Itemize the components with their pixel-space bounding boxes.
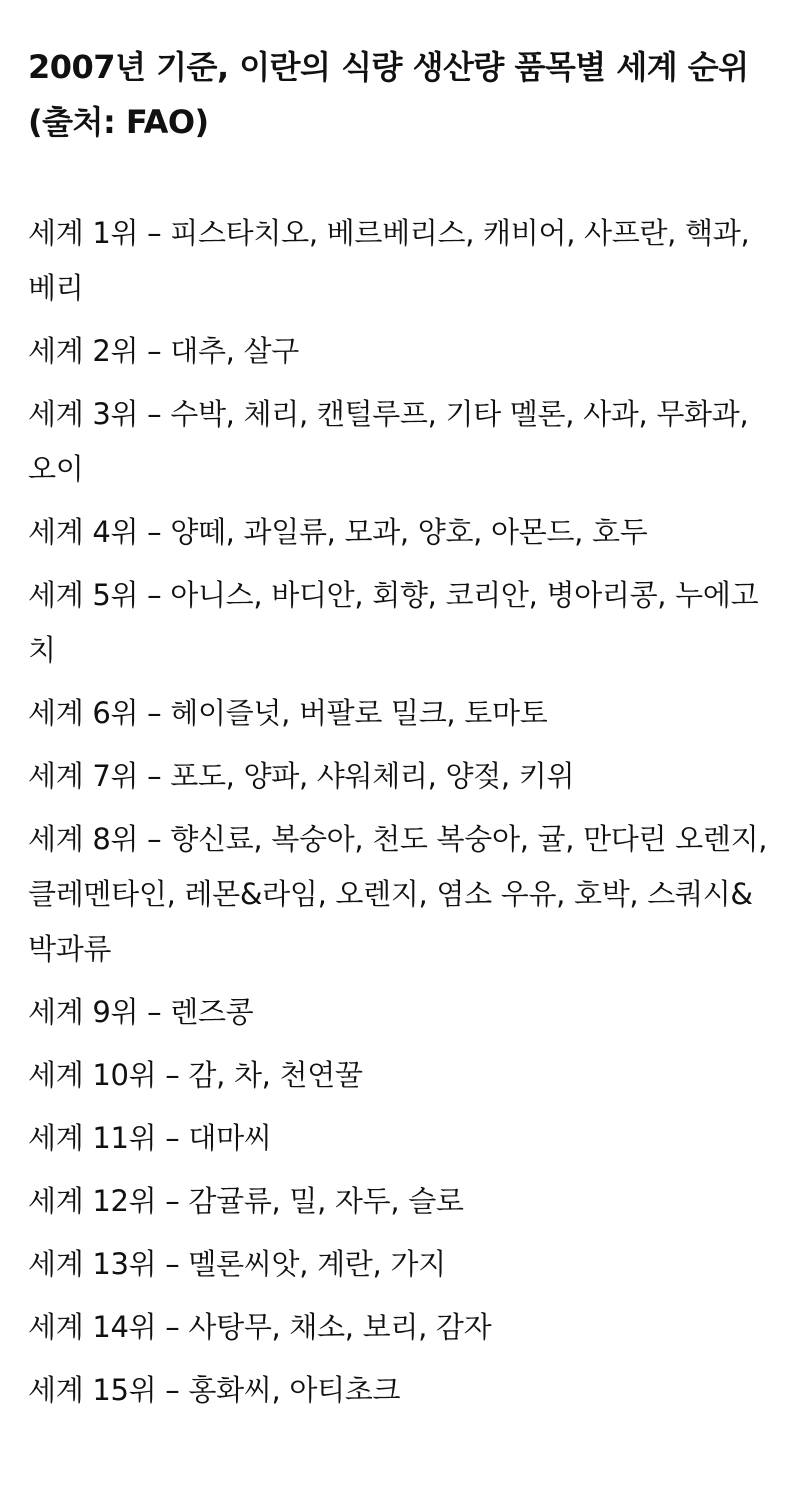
ranking-list	[28, 206, 772, 1418]
list-item: 세계 8위 – 향신료, 복숭아, 천도 복숭아, 귤, 만다린 오렌지, 클레멘타인, 레몬&라임, 오렌지, 염소 우유, 호박, 스쿼시&박과류	[28, 822, 768, 966]
list-item: 세계 1위 – 피스타치오, 베르베리스, 캐비어, 사프란, 핵과, 베리	[28, 216, 750, 305]
list-item: 세계 7위 – 포도, 양파, 샤워체리, 양젖, 키위	[28, 759, 575, 793]
list-item: 세계 3위 – 수박, 체리, 캔털루프, 기타 멜론, 사과, 무화과, 오이	[28, 397, 749, 486]
list-item: 세계 13위 – 멜론씨앗, 계란, 가지	[28, 1247, 446, 1281]
list-item: 세계 14위 – 사탕무, 채소, 보리, 감자	[28, 1310, 492, 1344]
page-title: 2007년 기준, 이란의 식량 생산량 품목별 세계 순위 (출처: FAO)	[28, 48, 749, 141]
list-item: 세계 15위 – 홍화씨, 아티초크	[28, 1373, 401, 1407]
list-item: 세계 10위 – 감, 차, 천연꿀	[28, 1058, 363, 1092]
list-item: 세계 4위 – 양떼, 과일류, 모과, 양호, 아몬드, 호두	[28, 515, 648, 549]
list-item: 세계 9위 – 렌즈콩	[28, 995, 254, 1029]
list-item: 세계 6위 – 헤이즐넛, 버팔로 밀크, 토마토	[28, 696, 548, 730]
list-item: 세계 5위 – 아니스, 바디안, 회향, 코리안, 병아리콩, 누에고치	[28, 578, 759, 667]
list-item: 세계 2위 – 대추, 살구	[28, 334, 299, 368]
list-item: 세계 11위 – 대마씨	[28, 1121, 272, 1155]
list-item: 세계 12위 – 감귤류, 밀, 자두, 슬로	[28, 1184, 464, 1218]
